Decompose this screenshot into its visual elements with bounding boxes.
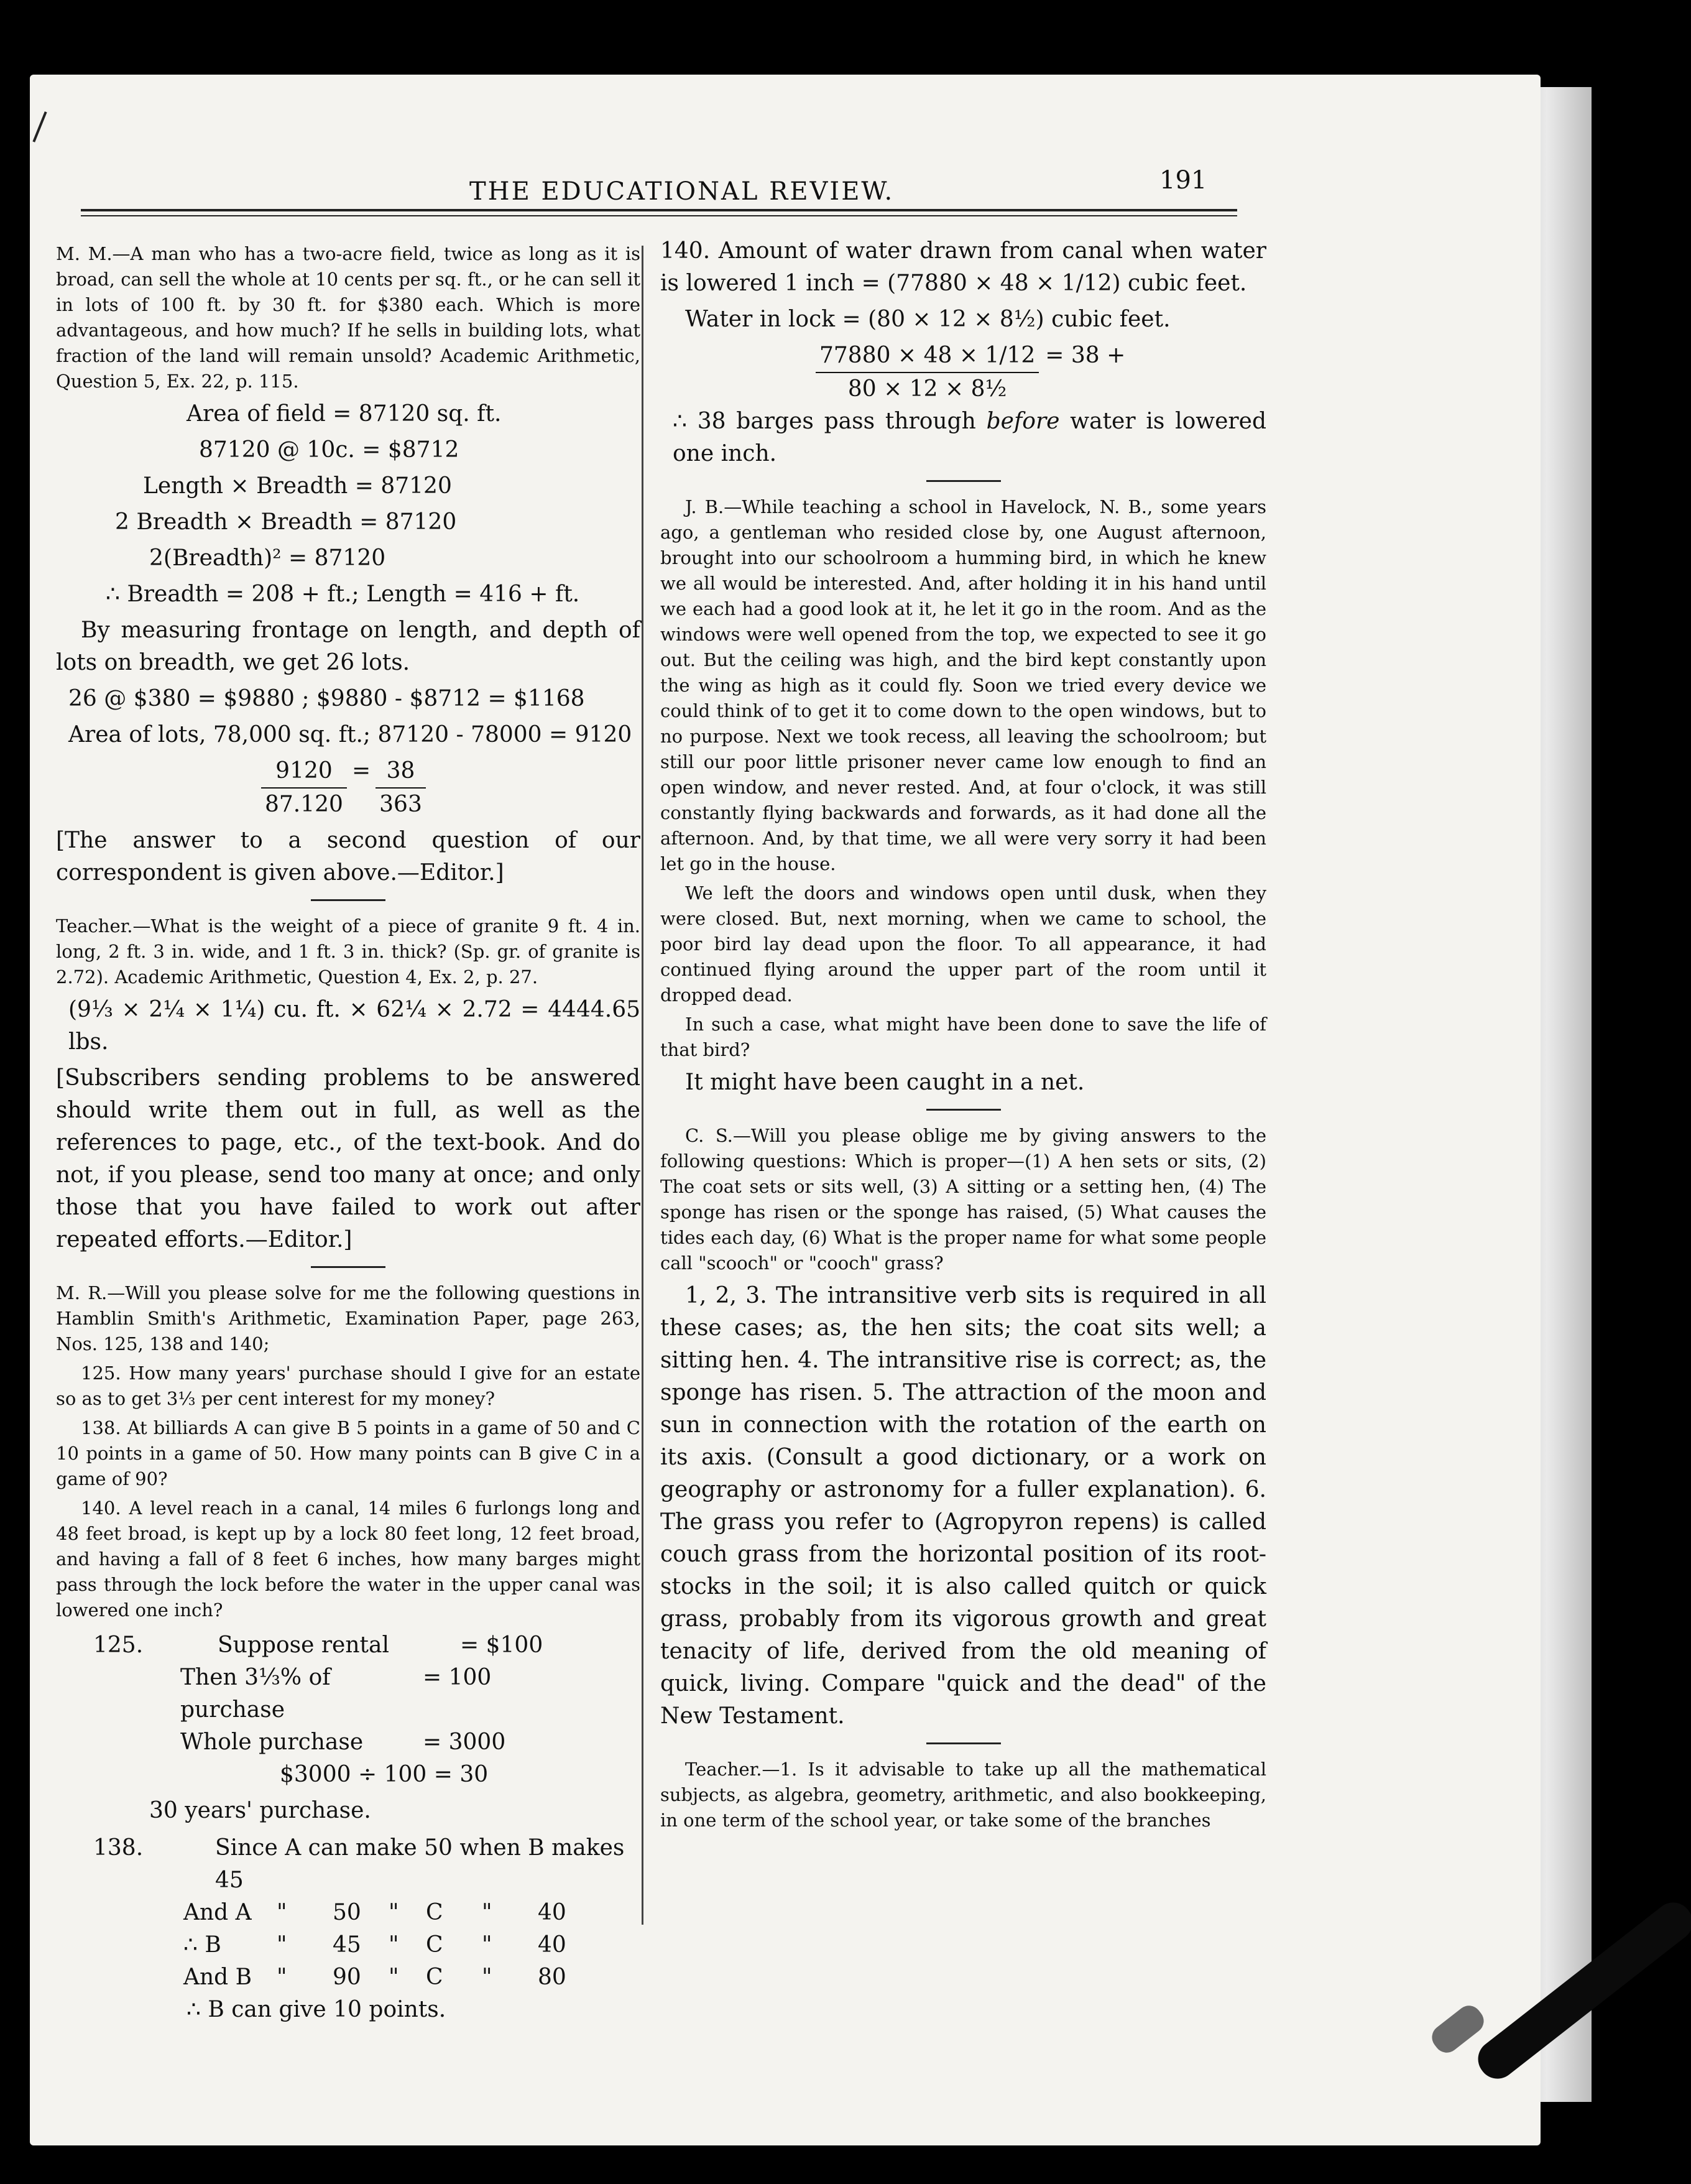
answer-text: ∴ B can give 10 points. [187, 1997, 446, 2022]
fraction [816, 340, 1039, 405]
section-separator [926, 1109, 1001, 1111]
result-text: water is lowered one inch. [673, 409, 1266, 466]
math-line: Area of lots, 78,000 sq. ft.; 87120 - 78000 = 9120 [68, 722, 632, 747]
answer-125 [56, 1629, 640, 1827]
right-column [660, 235, 1266, 1837]
mm-working [56, 398, 640, 889]
fraction [261, 755, 347, 821]
answer-number: 125. [93, 1632, 144, 1658]
answer-cell: " [277, 1900, 287, 1925]
answer-138 [56, 1832, 640, 2026]
answer-cell: " [277, 1932, 287, 1958]
answer-cell: 40 [538, 1900, 566, 1925]
answer-text: $3000 ÷ 100 = 30 [280, 1762, 489, 1787]
answer-cell: And B [183, 1964, 252, 1990]
answer-140-line2: Water in lock = (80 × 12 × 8½) cubic feet. [685, 307, 1171, 332]
answer-text: Whole purchase [180, 1729, 364, 1755]
answer-cell: C [426, 1900, 443, 1925]
result-text: ∴ 38 barges pass through [673, 409, 987, 434]
answer-cell: 90 [333, 1964, 361, 1990]
answer-cell: " [389, 1932, 399, 1958]
answer-cell: " [277, 1964, 287, 1990]
journal-title: THE EDUCATIONAL REVIEW. [469, 177, 895, 206]
fraction-line [660, 340, 1266, 405]
section-separator [311, 899, 385, 901]
section-separator [926, 480, 1001, 482]
answer-row [56, 1897, 640, 1929]
answer-text: Then 3⅓% of purchase [180, 1665, 331, 1723]
left-column [56, 241, 640, 2030]
cs-question: C. S.—Will you please oblige me by giving answers to the following questions: Which is proper—(1) A hen sets or sits, (2) The coat sets or sits well, (3) A sitting or a setting hen, (4) The sponge has risen or the sponge has raised, (5) What causes the tides each day, (6) What is the proper name for what some people call "scooch" or "cooch" grass? [660, 1125, 1266, 1274]
answer-row [56, 1726, 640, 1759]
denominator: 80 × 12 × 8½ [847, 376, 1007, 402]
answer-cell: ∴ B [183, 1932, 221, 1958]
equals-sign: = [351, 758, 371, 784]
answer-140-result [660, 405, 1266, 470]
answer-cell: 50 [333, 1900, 361, 1925]
teacher-answer: (9⅓ × 2¼ × 1¼) cu. ft. × 62¼ × 2.72 = 4444.65 lbs. [68, 997, 640, 1055]
math-line: 87120 @ 10c. = $8712 [199, 437, 459, 463]
question-138: 138. At billiards A can give B 5 points in a game of 50 and C 10 points in a game of 50. How many points can B give C in a game of 90? [56, 1417, 640, 1489]
fraction-line [56, 755, 640, 821]
teacher-question: Teacher.—What is the weight of a piece of granite 9 ft. 4 in. long, 2 ft. 3 in. wide, and 1 ft. 3 in. thick? (Sp. gr. of granite is 2.72). Academic Arithmetic, Question 4, Ex. 2, p. 27. [56, 915, 640, 988]
answer-cell: 80 [538, 1964, 566, 1990]
numerator: 77880 × 48 × 1/12 [816, 340, 1039, 373]
answer-cell: " [482, 1932, 492, 1958]
section-separator [311, 1266, 385, 1268]
answer-value: = 3000 [423, 1729, 506, 1755]
answer-cell: " [389, 1964, 399, 1990]
answer-cell: " [482, 1964, 492, 1990]
answer-row [56, 1629, 640, 1662]
math-line: 26 @ $380 = $9880 ; $9880 - $8712 = $1168 [68, 686, 585, 711]
answer-value: = 100 [423, 1665, 492, 1690]
answer-cell: And A [183, 1900, 252, 1925]
jb-answer: It might have been caught in a net. [685, 1070, 1085, 1095]
editor-note: [Subscribers sending problems to be answered should write them out in full, as well as the references to page, etc., of the text-book. And do not, if you please, send too many at once; and only those that you have failed to work out after repeated efforts.—Editor.] [56, 1065, 640, 1252]
section-separator [926, 1742, 1001, 1744]
math-line: 2(Breadth)² = 87120 [149, 545, 386, 571]
math-line: 2 Breadth × Breadth = 87120 [115, 509, 457, 535]
answer-cell: C [426, 1964, 443, 1990]
answer-cell: " [482, 1900, 492, 1925]
answer-row [56, 1929, 640, 1961]
answer-number: 138. [93, 1835, 144, 1861]
answer-row [56, 1662, 640, 1726]
header-rule-thin [81, 215, 1237, 216]
numerator: 38 [376, 755, 426, 789]
answer-cell: 45 [333, 1932, 361, 1958]
mr-question: M. R.—Will you please solve for me the following questions in Hamblin Smith's Arithmetic, Examination Paper, page 263, Nos. 125, 138 and 140; [56, 1282, 640, 1354]
fraction-result: = 38 + [1045, 343, 1126, 368]
jb-paragraph: We left the doors and windows open until dusk, when they were closed. But, next morning, when we came to school, the poor bird lay dead upon the floor. To all appearance, it had continued flying around the upper part of the room until it dropped dead. [660, 882, 1266, 1006]
answer-cell: C [426, 1932, 443, 1958]
math-line: Area of field = 87120 sq. ft. [187, 401, 502, 427]
answer-cell: 40 [538, 1932, 566, 1958]
question-125: 125. How many years' purchase should I give for an estate so as to get 3⅓ per cent interest for my money? [56, 1363, 640, 1409]
answer-text: Since A can make 50 when B makes 45 [214, 1835, 625, 1893]
question-140: 140. A level reach in a canal, 14 miles 6 furlongs long and 48 feet broad, is kept up by a lock 80 feet long, 12 feet broad, and having a fall of 8 feet 6 inches, how many barges might pass through the lock before the water in the upper canal was lowered one inch? [56, 1497, 640, 1621]
result-emphasis: before [986, 409, 1060, 434]
numerator: 9120 [261, 755, 347, 789]
answer-text: 30 years' purchase. [149, 1798, 371, 1823]
math-line: Length × Breadth = 87120 [143, 473, 452, 499]
answer-text: Suppose rental [218, 1632, 389, 1658]
header-rule [81, 209, 1237, 211]
answer-row [56, 1832, 640, 1897]
answer-cell: " [389, 1900, 399, 1925]
cs-answer: 1, 2, 3. The intransitive verb sits is required in all these cases; as, the hen sits; the coat sits well; a sitting hen. 4. The intransitive rise is correct; as, the sponge has risen. 5. The attraction of the moon and sun in connection with the rotation of the earth on its axis. (Consult a good dictionary, or a work on geography or astronomy for a fuller explanation). 6. The grass you refer to (Agropyron repens) is called couch grass from the horizontal position of its root-stocks in the soil; it is also called quitch or quick grass, probably from its vigorous growth and great tenacity of life, derived from the old meaning of quick, living. Compare "quick and the dead" of the New Testament. [660, 1283, 1266, 1729]
teacher2-question: Teacher.—1. Is it advisable to take up all the mathematical subjects, as algebra, geometry, arithmetic, and also bookkeeping, in one term of the school year, or take some of the branches [660, 1759, 1266, 1831]
column-divider [642, 246, 643, 1925]
math-line: ∴ Breadth = 208 + ft.; Length = 416 + ft. [106, 581, 580, 607]
mm-question: M. M.—A man who has a two-acre field, twice as long as it is broad, can sell the whole at 10 cents per sq. ft., or he can sell it in lots of 100 ft. by 30 ft. for $380 each. Which is more advantageous, and how much? If he sells in building lots, what fraction of the land will remain unsold? Academic Arithmetic, Question 5, Ex. 22, p. 115. [56, 243, 640, 392]
answer-value: = $100 [460, 1632, 543, 1658]
mm-lots: By measuring frontage on length, and depth of lots on breadth, we get 26 lots. [56, 618, 640, 675]
fraction [376, 755, 426, 821]
jb-paragraph: In such a case, what might have been done to save the life of that bird? [660, 1014, 1266, 1060]
page-number: 191 [1159, 166, 1207, 195]
denominator: 363 [379, 792, 422, 817]
denominator: 87.120 [265, 792, 343, 817]
answer-140-line1: 140. Amount of water drawn from canal when water is lowered 1 inch = (77880 × 48 × 1/12) cubic feet. [660, 238, 1266, 296]
editor-note: [The answer to a second question of our correspondent is given above.—Editor.] [56, 828, 640, 886]
answer-row [56, 1961, 640, 1994]
jb-paragraph: J. B.—While teaching a school in Havelock, N. B., some years ago, a gentleman who resided close by, one August afternoon, brought into our schoolroom a humming bird, in which he knew we all would be interested. And, after holding it in his hand until we each had a good look at it, he let it go in the room. And as the windows were well opened from the top, we expected to see it go out. But the ceiling was high, and the bird kept constantly upon the wing as high as it could fly. Soon we tried every device we could think of to get it to come down to the open windows, but to no purpose. Next we took recess, all leaving the schoolroom; but still our poor little prisoner never came low enough to find an open window, and never rested. And, at four o'clock, it was still constantly flying backwards and forwards, as it had done all the afternoon. And, by that time, we all were very sorry it had been let go in the house. [660, 496, 1266, 874]
